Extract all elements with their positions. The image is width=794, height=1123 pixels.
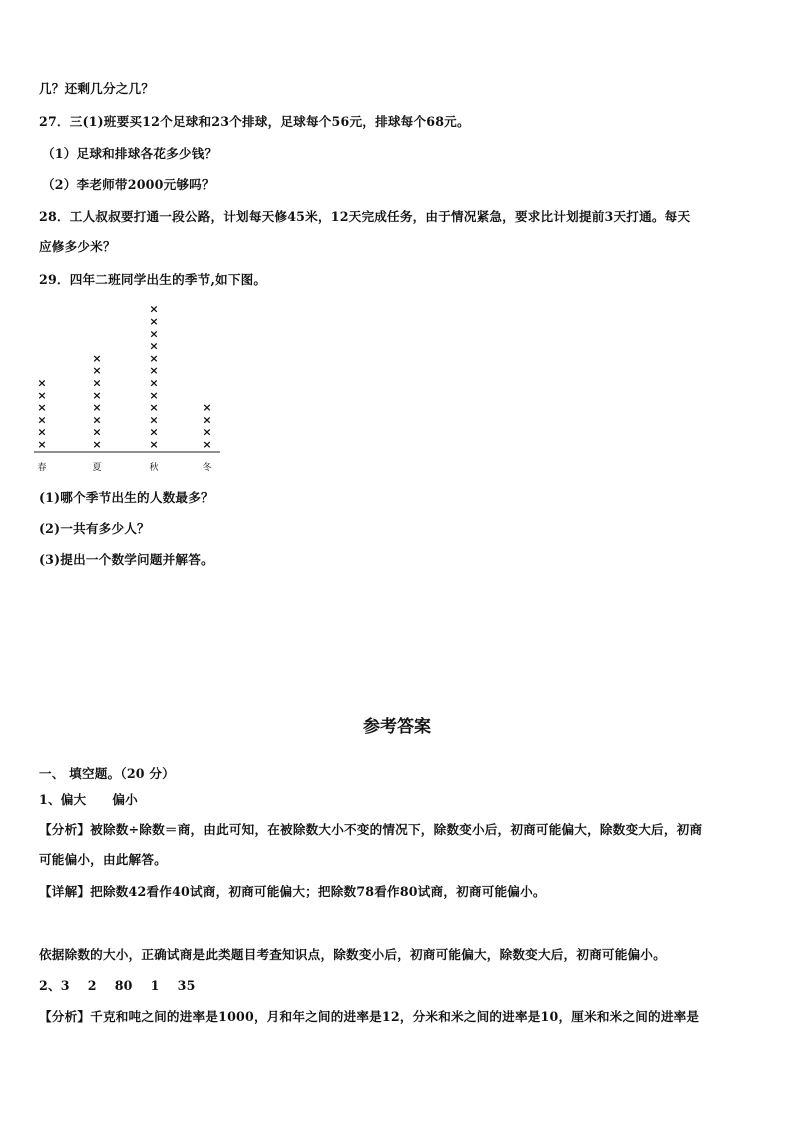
question-28-line1: 28．工人叔叔要打通一段公路，计划每天修45米，12天完成任务，由于情况紧急，要求比计划提前3天打通。每天 [39,209,691,224]
cross-mark: × [37,376,47,390]
cross-mark: × [149,388,159,402]
cross-mark: × [149,302,159,316]
cross-mark: × [37,388,47,402]
answer-2-value: 35 [177,978,196,993]
question-26-tail: 几？还剩几分之几？ [39,81,155,96]
section-1-title: 一、 填空题。（20 分） [39,766,175,781]
answer-1-detail: 【详解】把除数42看作40试商，初商可能偏大；把除数78看作80试商，初商可能偏小。 [39,884,546,899]
cross-mark: × [202,401,212,415]
cross-mark: × [149,425,159,439]
question-27-stem: 27．三(1)班要买12个足球和23个排球，足球每个56元，排球每个68元。 [39,114,470,129]
cross-mark: × [149,327,159,341]
cross-mark: × [149,438,159,451]
answer-2-value: 1 [150,978,160,993]
question-27-sub1: （1）足球和排球各花多少钱？ [42,146,218,161]
cross-mark: × [92,364,102,378]
chart-marks [37,303,211,451]
cross-mark: × [149,364,159,378]
x-tick-label: 冬 [202,463,212,473]
cross-mark: × [92,401,102,415]
answer-1-analysis-2: 可能偏小，由此解答。 [39,852,167,867]
cross-mark: × [37,438,47,451]
cross-mark: × [149,351,159,365]
cross-mark: × [92,388,102,402]
answer-1-label: 1、偏大 [39,792,87,807]
cross-mark: × [149,376,159,390]
question-28-line2: 应修多少米？ [39,239,116,254]
answer-1-values [39,791,754,809]
x-tick-label: 春 [37,463,47,473]
cross-mark: × [37,425,47,439]
cross-mark: × [149,315,159,328]
cross-mark: × [202,425,212,439]
answer-1-analysis-1: 【分析】被除数÷除数＝商，由此可知，在被除数大小不变的情况下，除数变小后，初商可能偏大，除数变大后，初商 [39,822,703,837]
cross-mark: × [149,413,159,427]
answer-1-value2: 偏小 [112,792,138,807]
cross-mark: × [92,351,102,365]
answer-heading: 参考答案 [363,717,431,737]
cross-mark: × [149,339,159,353]
question-27-sub2: （2）李老师带2000元够吗？ [42,177,215,192]
question-29-stem: 29．四年二班同学出生的季节,如下图。 [39,272,267,287]
answer-2-values [39,977,754,995]
cross-mark: × [92,425,102,439]
cross-mark: × [92,438,102,451]
answer-2-value: 80 [114,978,133,993]
cross-mark: × [149,401,159,415]
question-29-sub1: (1)哪个季节出生的人数最多？ [39,490,214,505]
x-tick-label: 夏 [92,463,102,473]
x-tick-label: 秋 [149,463,159,473]
x-axis-labels [37,461,211,473]
cross-mark: × [37,413,47,427]
question-29-sub3: (3)提出一个数学问题并解答。 [39,552,214,567]
answer-2-analysis-1: 【分析】千克和吨之间的进率是1000，月和年之间的进率是12，分米和米之间的进率是10，厘米和米之间的进率是 [39,1009,700,1024]
answer-2-label: 2、3 [39,978,70,993]
cross-mark: × [92,413,102,427]
cross-mark: × [202,413,212,427]
cross-mark: × [202,438,212,451]
cross-mark: × [92,376,102,390]
answer-2-value: 2 [87,978,97,993]
season-dot-plot [30,302,230,478]
cross-mark: × [37,401,47,415]
answer-1-summary: 依据除数的大小，正确试商是此类题目考查知识点，除数变小后，初商可能偏大，除数变大后，初商可能偏小。 [39,947,666,962]
question-29-sub2: (2)一共有多少人？ [39,521,150,536]
